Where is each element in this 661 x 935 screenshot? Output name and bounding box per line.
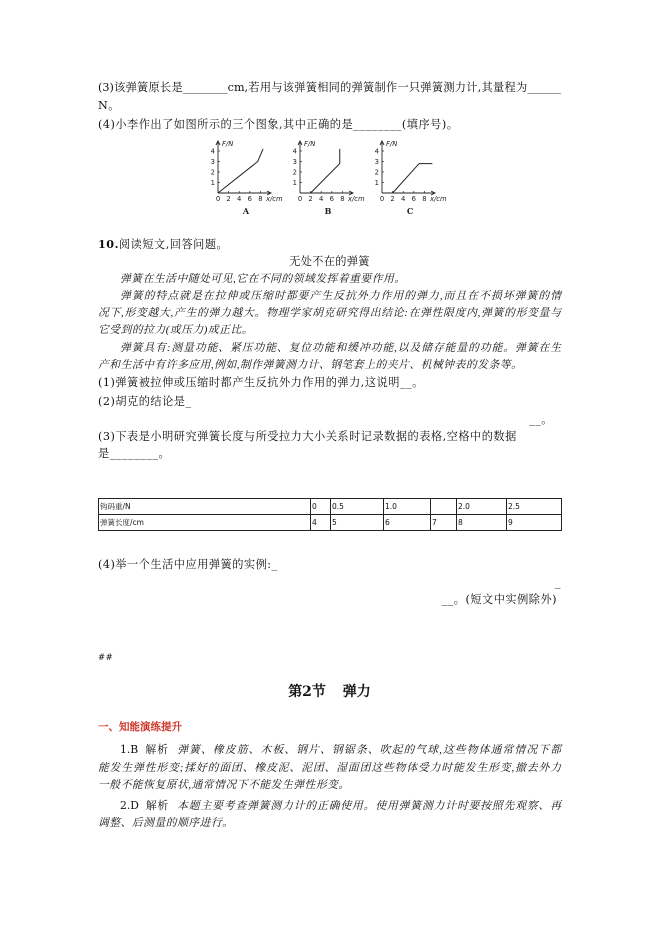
x-tick-label: 6: [247, 195, 252, 203]
table-cell: 4: [311, 515, 331, 531]
table-cell: 0: [311, 499, 331, 515]
answer-2-line-1: [120, 798, 561, 814]
passage-line: 弹簧在生活中随处可见,它在不同的领域发挥着重要作用。: [120, 273, 406, 285]
question-4-text: (4)小李作出了如图所示的三个图象,其中正确的是________(填序号)。: [98, 118, 459, 131]
passage-title: 无处不在的弹簧: [289, 255, 370, 268]
y-axis-label: F/N: [222, 140, 234, 148]
y-tick-label: 4: [210, 147, 215, 156]
table-cell: 7: [431, 515, 457, 531]
graph-b: [286, 136, 370, 218]
graph-line: [311, 149, 340, 193]
x-tick-label: 0: [379, 195, 385, 203]
y-axis-label: F/N: [304, 140, 316, 148]
table-cell-blank: [431, 499, 457, 515]
question-prompt: 阅读短文,回答问题。: [118, 238, 229, 251]
x-tick-label: 8: [422, 195, 427, 203]
y-tick-label: 2: [210, 168, 215, 177]
x-axis-label: x/cm: [430, 195, 447, 203]
sub-question-2-line-1: (2)胡克的结论是_: [98, 395, 192, 408]
table-row-header: 弹簧长度/cm: [99, 515, 311, 531]
x-tick-label: 0: [297, 195, 303, 203]
x-tick-label: 4: [237, 195, 242, 203]
sub-question-3-line-2: 是________。: [98, 447, 171, 460]
y-tick-label: 4: [374, 147, 379, 156]
table-cell: 6: [384, 515, 431, 531]
table-cell: 1.0: [384, 499, 431, 515]
table-cell: 0.5: [331, 499, 384, 515]
answer-1-line-1: [120, 742, 561, 758]
x-axis-label: x/cm: [266, 195, 283, 203]
analysis-tag: 解析: [144, 800, 170, 812]
graph-c: [368, 136, 452, 218]
subsection-heading: 一、知能演练提升: [98, 721, 182, 733]
x-axis-label: x/cm: [348, 195, 365, 203]
x-tick-label: 8: [258, 195, 263, 203]
answer-number: 2.D: [120, 799, 139, 812]
graph-a: [204, 136, 288, 218]
y-tick-label: 1: [210, 178, 215, 187]
table-cell: 2.5: [507, 499, 562, 515]
y-tick-label: 4: [292, 147, 297, 156]
sub-question-4-line-2: _: [554, 576, 561, 589]
passage-line: 况下,形变越大,产生的弹力越大。物理学家胡克研究得出结论:在弹性限度内,弹簧的形变量与: [98, 307, 561, 319]
graph-label: C: [406, 206, 414, 216]
graph-label: B: [324, 206, 332, 216]
passage-line: 弹簧的特点就是在拉伸或压缩时都要产生反抗外力作用的弹力,而且在不损坏弹簧的情: [120, 290, 561, 302]
passage-line: 产和生活中有许多应用,例如,制作弹簧测力计、钢笔套上的夹片、机械钟表的发条等。: [98, 359, 523, 371]
section-title: 第2节 弹力: [288, 684, 371, 700]
section-marker: ##: [98, 653, 114, 663]
analysis-tag: 解析: [144, 744, 170, 756]
y-axis-label: F/N: [386, 140, 398, 148]
y-tick-label: 2: [292, 168, 297, 177]
answer-1-line-3: 一般不能恢复原状,通常情况下不能发生弹性形变。: [98, 779, 350, 791]
y-tick-label: 2: [374, 168, 379, 177]
y-tick-label: 3: [292, 157, 297, 166]
graph-line: [218, 149, 263, 193]
x-tick-label: 2: [390, 195, 395, 203]
passage-line: 它受到的拉力(或压力)成正比。: [98, 324, 254, 336]
graph-label: A: [242, 206, 250, 216]
question-3-line-2: N。: [98, 99, 120, 112]
x-tick-label: 4: [401, 195, 406, 203]
y-tick-label: 1: [374, 178, 379, 187]
question-number: 10.: [98, 237, 119, 251]
question-10-heading: [98, 236, 228, 252]
answer-text: 弹簧、橡皮筋、木板、钢片、钢锯条、吹起的气球,这些物体通常情况下都: [177, 744, 561, 756]
table-cell: 2.0: [457, 499, 507, 515]
sub-question-1: (1)弹簧被拉伸或压缩时都产生反抗外力作用的弹力,这说明__。: [98, 376, 424, 389]
answer-1-line-2: 能发生弹性形变;揉好的面团、橡皮泥、泥团、湿面团这些物体受力时能发生形变,撤去外力: [98, 762, 561, 774]
table-cell: 9: [507, 515, 562, 531]
x-tick-label: 0: [215, 195, 221, 203]
x-tick-label: 2: [308, 195, 313, 203]
sub-question-3-line-1: (3)下表是小明研究弹簧长度与所受拉力大小关系时记录数据的表格,空格中的数据: [98, 430, 517, 443]
table-cell: 8: [457, 515, 507, 531]
y-tick-label: 3: [374, 157, 379, 166]
x-tick-label: 2: [226, 195, 231, 203]
x-tick-label: 6: [411, 195, 416, 203]
table-row-header: 钩码重/N: [99, 499, 311, 515]
table-cell: 5: [331, 515, 384, 531]
x-tick-label: 4: [319, 195, 324, 203]
answer-number: 1.B: [120, 743, 139, 756]
x-tick-label: 6: [329, 195, 334, 203]
sub-question-4-line-1: (4)举一个生活中应用弹簧的实例:_: [98, 558, 278, 571]
x-tick-label: 8: [340, 195, 345, 203]
y-tick-label: 1: [292, 178, 297, 187]
table-row: [99, 499, 562, 515]
table-row: [99, 515, 562, 531]
answer-text: 本题主要考查弹簧测力计的正确使用。使用弹簧测力计时要按照先观察、再: [177, 800, 562, 812]
question-3-line-1: (3)该弹簧原长是________cm,若用与该弹簧相同的弹簧制作一只弹簧测力计,其量程为______: [98, 81, 561, 94]
answer-2-line-2: 调整、后测量的顺序进行。: [98, 817, 234, 829]
y-tick-label: 3: [210, 157, 215, 166]
data-table: [98, 498, 562, 531]
sub-question-4-line-3: __。(短文中实例除外): [441, 593, 557, 606]
sub-question-2-line-2: __。: [529, 413, 553, 426]
passage-line: 弹簧具有:测量功能、紧压功能、复位功能和缓冲功能,以及储存能量的功能。弹簧在生: [120, 342, 561, 354]
graph-line: [393, 164, 433, 193]
